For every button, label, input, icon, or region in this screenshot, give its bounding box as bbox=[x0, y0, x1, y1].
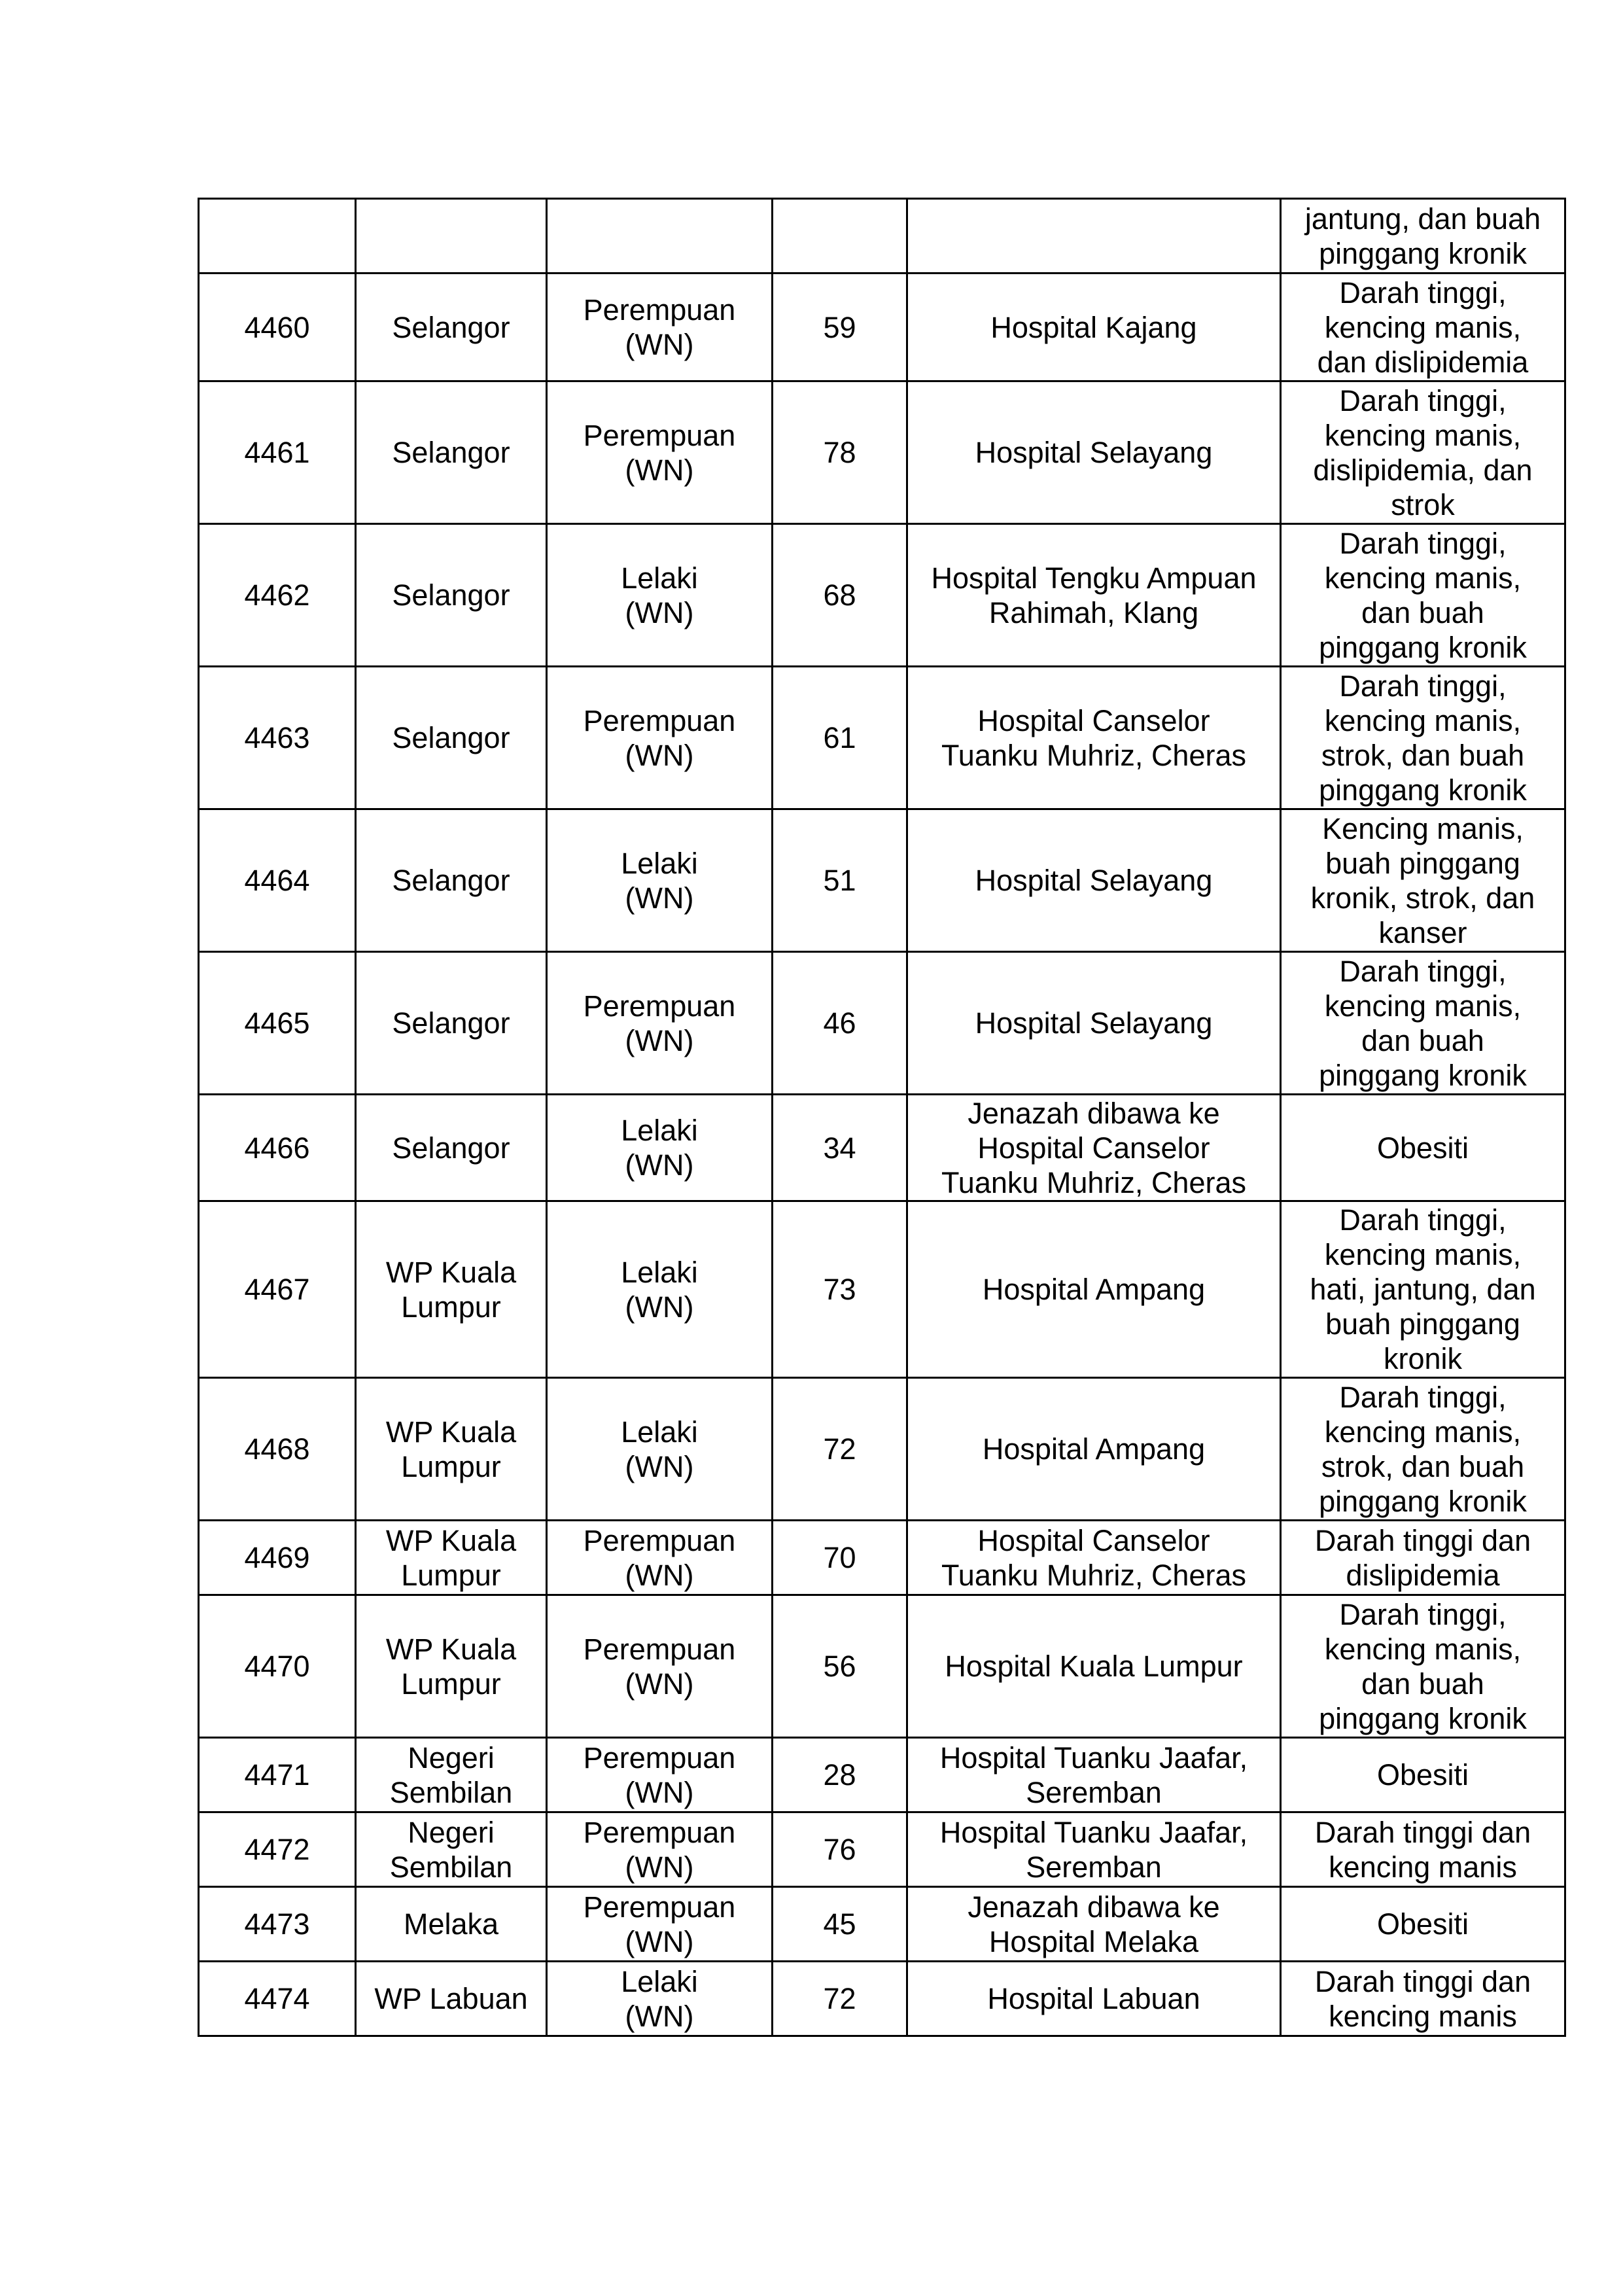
conditions-cell bbox=[1281, 1521, 1565, 1595]
conditions-cell-line: Darah tinggi, bbox=[1339, 526, 1507, 560]
state-cell bbox=[356, 1812, 547, 1887]
age-cell bbox=[773, 1812, 907, 1887]
conditions-cell-line: hati, jantung, dan bbox=[1310, 1273, 1536, 1306]
conditions-cell bbox=[1281, 524, 1565, 667]
state-cell bbox=[356, 1738, 547, 1812]
age-cell-text: 70 bbox=[823, 1541, 856, 1574]
conditions-cell-line: kanser bbox=[1378, 915, 1467, 949]
hospital-cell bbox=[907, 1521, 1281, 1595]
conditions-cell-line: Darah tinggi, bbox=[1339, 383, 1507, 417]
conditions-cell-line: kencing manis, bbox=[1324, 703, 1522, 737]
gender-cell-line: Lelaki bbox=[621, 561, 698, 595]
state-cell-line: Sembilan bbox=[389, 1850, 513, 1884]
hospital-cell bbox=[907, 809, 1281, 952]
hospital-cell bbox=[907, 1962, 1281, 2036]
conditions-cell bbox=[1281, 1378, 1565, 1521]
conditions-cell-line: dan buah bbox=[1361, 1667, 1484, 1701]
conditions-cell-line: kencing manis, bbox=[1324, 561, 1522, 595]
gender-cell-line: Perempuan bbox=[583, 1890, 736, 1924]
age-cell bbox=[773, 809, 907, 952]
conditions-cell-line: Obesiti bbox=[1376, 1131, 1469, 1165]
case-number-cell-text: 4466 bbox=[244, 1131, 310, 1165]
hospital-cell-line: Jenazah dibawa ke bbox=[968, 1096, 1220, 1130]
conditions-cell-line: pinggang kronik bbox=[1319, 773, 1527, 807]
state-cell-line: Negeri bbox=[408, 1815, 495, 1849]
state-cell-line: Selangor bbox=[392, 1006, 510, 1040]
state-cell-line: Selangor bbox=[392, 436, 510, 469]
gender-cell-line: (WN) bbox=[625, 1999, 694, 2033]
age-cell-text: 68 bbox=[823, 578, 856, 612]
hospital-cell bbox=[907, 381, 1281, 524]
state-cell bbox=[356, 1887, 547, 1962]
hospital-cell-line: Hospital Melaka bbox=[988, 1924, 1199, 1958]
table-row bbox=[199, 1201, 1565, 1378]
age-cell-text: 59 bbox=[823, 310, 856, 344]
age-cell bbox=[773, 952, 907, 1095]
table-row bbox=[199, 1962, 1565, 2036]
conditions-cell-line: kencing manis bbox=[1329, 1999, 1517, 2033]
hospital-cell-line: Rahimah, Klang bbox=[988, 595, 1199, 629]
state-cell bbox=[356, 381, 547, 524]
gender-cell bbox=[547, 1887, 773, 1962]
table-row bbox=[199, 1812, 1565, 1887]
gender-cell-line: (WN) bbox=[625, 595, 694, 629]
state-cell-line: WP Kuala bbox=[385, 1255, 517, 1289]
age-cell bbox=[773, 667, 907, 809]
gender-cell-line: Perempuan bbox=[583, 1632, 736, 1666]
hospital-cell bbox=[907, 1812, 1281, 1887]
conditions-cell-line: kencing manis, bbox=[1324, 1632, 1522, 1666]
conditions-cell-line: buah pinggang bbox=[1325, 1307, 1520, 1341]
conditions-cell bbox=[1281, 1812, 1565, 1887]
conditions-cell-line: dan dislipidemia bbox=[1317, 345, 1529, 379]
hospital-cell bbox=[907, 1201, 1281, 1378]
gender-cell-line: (WN) bbox=[625, 1850, 694, 1884]
gender-cell-line: Perempuan bbox=[583, 1815, 736, 1849]
gender-cell bbox=[547, 381, 773, 524]
conditions-cell-line: kencing manis, bbox=[1324, 1238, 1522, 1271]
gender-cell-line: Perempuan bbox=[583, 293, 736, 327]
conditions-cell-line: pinggang kronik bbox=[1319, 630, 1527, 664]
hospital-cell-line: Hospital Tuanku Jaafar, bbox=[939, 1740, 1248, 1775]
hospital-cell-line: Hospital Kuala Lumpur bbox=[945, 1650, 1243, 1683]
table-row bbox=[199, 1595, 1565, 1738]
table-row bbox=[199, 1095, 1565, 1201]
hospital-cell-line: Tuanku Muhriz, Cheras bbox=[941, 1558, 1247, 1592]
age-cell bbox=[773, 1521, 907, 1595]
case-number-cell-text: 4465 bbox=[244, 1006, 310, 1040]
case-number-cell bbox=[199, 667, 356, 809]
hospital-cell-line: Hospital Ampang bbox=[982, 1432, 1206, 1466]
case-number-cell-text: 4463 bbox=[244, 721, 310, 754]
table-body bbox=[199, 199, 1565, 2036]
age-cell bbox=[773, 1738, 907, 1812]
state-cell-line: WP Kuala bbox=[385, 1415, 517, 1449]
state-cell-line: Selangor bbox=[392, 864, 510, 897]
age-cell-text: 56 bbox=[823, 1650, 856, 1683]
state-cell bbox=[356, 809, 547, 952]
state-cell-line: WP Labuan bbox=[374, 1982, 528, 2015]
conditions-cell bbox=[1281, 1201, 1565, 1378]
table-row bbox=[199, 381, 1565, 524]
state-cell-line: Lumpur bbox=[401, 1449, 501, 1483]
hospital-cell-line: Hospital Selayang bbox=[975, 864, 1213, 897]
conditions-cell-line: Darah tinggi dan bbox=[1314, 1964, 1531, 1998]
gender-cell-line: (WN) bbox=[625, 1023, 694, 1057]
conditions-cell-line: jantung, dan buah bbox=[1304, 202, 1541, 236]
case-number-cell bbox=[199, 1738, 356, 1812]
case-number-cell-text: 4473 bbox=[244, 1907, 310, 1941]
conditions-cell-line: strok, dan buah bbox=[1321, 1449, 1525, 1483]
hospital-cell-line: Seremban bbox=[1026, 1775, 1162, 1809]
gender-cell-line: (WN) bbox=[625, 1148, 694, 1182]
table-row bbox=[199, 274, 1565, 381]
case-number-cell bbox=[199, 1378, 356, 1521]
gender-cell bbox=[547, 1812, 773, 1887]
age-cell bbox=[773, 274, 907, 381]
age-cell-text: 76 bbox=[823, 1833, 856, 1866]
gender-cell bbox=[547, 1738, 773, 1812]
hospital-cell-line: Hospital Canselor bbox=[977, 703, 1210, 737]
case-number-cell bbox=[199, 1962, 356, 2036]
case-number-cell-text: 4460 bbox=[244, 310, 310, 344]
hospital-cell-line: Hospital Ampang bbox=[982, 1273, 1206, 1306]
case-number-cell-text: 4462 bbox=[244, 578, 310, 612]
gender-cell-line: (WN) bbox=[625, 738, 694, 772]
gender-cell-line: (WN) bbox=[625, 1775, 694, 1809]
age-cell bbox=[773, 1887, 907, 1962]
state-cell bbox=[356, 667, 547, 809]
conditions-cell-line: Darah tinggi, bbox=[1339, 1380, 1507, 1414]
hospital-cell-line: Hospital Selayang bbox=[975, 1006, 1213, 1040]
conditions-cell-line: dislipidemia, dan bbox=[1313, 453, 1533, 487]
state-cell bbox=[356, 1521, 547, 1595]
state-cell bbox=[356, 1095, 547, 1201]
state-cell-line: Selangor bbox=[392, 1131, 510, 1165]
conditions-cell-line: Kencing manis, bbox=[1322, 811, 1524, 845]
case-number-cell bbox=[199, 199, 356, 274]
gender-cell-line: Lelaki bbox=[621, 1415, 698, 1449]
gender-cell bbox=[547, 1595, 773, 1738]
state-cell bbox=[356, 1201, 547, 1378]
hospital-cell-line: Jenazah dibawa ke bbox=[968, 1890, 1220, 1924]
age-cell bbox=[773, 1378, 907, 1521]
hospital-cell-line: Hospital Kajang bbox=[990, 310, 1197, 344]
conditions-cell bbox=[1281, 952, 1565, 1095]
gender-cell-line: (WN) bbox=[625, 453, 694, 487]
gender-cell bbox=[547, 1378, 773, 1521]
conditions-cell bbox=[1281, 1595, 1565, 1738]
conditions-cell bbox=[1281, 274, 1565, 381]
death-cases-table bbox=[198, 198, 1566, 2037]
gender-cell-line: Lelaki bbox=[621, 1114, 698, 1147]
state-cell-line: Sembilan bbox=[389, 1775, 513, 1809]
case-number-cell-text: 4464 bbox=[244, 864, 310, 897]
gender-cell-line: Perempuan bbox=[583, 703, 736, 737]
conditions-cell-line: Darah tinggi dan bbox=[1314, 1523, 1531, 1557]
state-cell bbox=[356, 524, 547, 667]
conditions-cell bbox=[1281, 809, 1565, 952]
hospital-cell-line: Hospital Canselor bbox=[977, 1523, 1210, 1557]
case-number-cell bbox=[199, 1095, 356, 1201]
gender-cell bbox=[547, 1095, 773, 1201]
case-number-cell bbox=[199, 1521, 356, 1595]
case-number-cell bbox=[199, 524, 356, 667]
state-cell-line: Lumpur bbox=[401, 1667, 501, 1701]
conditions-cell-line: pinggang kronik bbox=[1319, 236, 1527, 270]
age-cell-text: 61 bbox=[823, 721, 856, 754]
state-cell bbox=[356, 199, 547, 274]
conditions-cell-line: Darah tinggi, bbox=[1339, 1203, 1507, 1237]
conditions-cell-line: kencing manis, bbox=[1324, 989, 1522, 1023]
case-number-cell-text: 4470 bbox=[244, 1650, 310, 1683]
state-cell bbox=[356, 952, 547, 1095]
table-row bbox=[199, 1738, 1565, 1812]
hospital-cell-line: Hospital Labuan bbox=[987, 1982, 1200, 2015]
conditions-cell bbox=[1281, 1962, 1565, 2036]
hospital-cell bbox=[907, 952, 1281, 1095]
hospital-cell bbox=[907, 1738, 1281, 1812]
state-cell-line: WP Kuala bbox=[385, 1632, 517, 1666]
case-number-cell bbox=[199, 809, 356, 952]
state-cell-line: Negeri bbox=[408, 1740, 495, 1775]
conditions-cell-line: dan buah bbox=[1361, 595, 1484, 629]
gender-cell bbox=[547, 524, 773, 667]
case-number-cell-text: 4474 bbox=[244, 1982, 310, 2015]
gender-cell-line: (WN) bbox=[625, 1667, 694, 1701]
conditions-cell-line: kronik bbox=[1383, 1342, 1463, 1375]
hospital-cell bbox=[907, 1887, 1281, 1962]
hospital-cell-line: Hospital Canselor bbox=[977, 1131, 1210, 1165]
conditions-cell bbox=[1281, 381, 1565, 524]
case-number-cell-text: 4469 bbox=[244, 1541, 310, 1574]
age-cell-text: 34 bbox=[823, 1131, 856, 1165]
age-cell bbox=[773, 199, 907, 274]
table-row bbox=[199, 952, 1565, 1095]
gender-cell bbox=[547, 199, 773, 274]
state-cell-line: Selangor bbox=[392, 310, 510, 344]
case-number-cell bbox=[199, 1201, 356, 1378]
conditions-cell-line: kencing manis bbox=[1329, 1850, 1517, 1884]
conditions-cell-line: Darah tinggi, bbox=[1339, 669, 1507, 703]
age-cell-text: 46 bbox=[823, 1006, 856, 1040]
table-row bbox=[199, 1378, 1565, 1521]
gender-cell bbox=[547, 952, 773, 1095]
gender-cell-line: Lelaki bbox=[621, 1255, 698, 1289]
state-cell-line: Lumpur bbox=[401, 1558, 501, 1592]
age-cell-text: 72 bbox=[823, 1982, 856, 2015]
conditions-cell-line: kencing manis, bbox=[1324, 1415, 1522, 1449]
table-row bbox=[199, 524, 1565, 667]
conditions-cell-line: Darah tinggi dan bbox=[1314, 1815, 1531, 1849]
age-cell bbox=[773, 1595, 907, 1738]
gender-cell-line: Perempuan bbox=[583, 1740, 736, 1775]
hospital-cell-line: Tuanku Muhriz, Cheras bbox=[941, 738, 1247, 772]
hospital-cell-line: Tuanku Muhriz, Cheras bbox=[941, 1165, 1247, 1199]
conditions-cell-line: pinggang kronik bbox=[1319, 1058, 1527, 1092]
gender-cell bbox=[547, 1962, 773, 2036]
gender-cell-line: (WN) bbox=[625, 881, 694, 915]
age-cell-text: 45 bbox=[823, 1907, 856, 1941]
state-cell bbox=[356, 1962, 547, 2036]
table-row bbox=[199, 809, 1565, 952]
hospital-cell-line: Seremban bbox=[1026, 1850, 1162, 1884]
case-number-cell-text: 4471 bbox=[244, 1758, 310, 1792]
gender-cell-line: (WN) bbox=[625, 1558, 694, 1592]
conditions-cell-line: kronik, strok, dan bbox=[1310, 881, 1535, 915]
gender-cell bbox=[547, 809, 773, 952]
conditions-cell-line: Darah tinggi, bbox=[1339, 1597, 1507, 1631]
conditions-cell-line: Darah tinggi, bbox=[1339, 275, 1507, 309]
gender-cell-line: (WN) bbox=[625, 328, 694, 361]
gender-cell-line: (WN) bbox=[625, 1449, 694, 1483]
age-cell bbox=[773, 1962, 907, 2036]
conditions-cell-line: Obesiti bbox=[1376, 1758, 1469, 1792]
conditions-cell-line: strok, dan buah bbox=[1321, 738, 1525, 772]
conditions-cell bbox=[1281, 1738, 1565, 1812]
table-row bbox=[199, 199, 1565, 274]
age-cell bbox=[773, 1201, 907, 1378]
gender-cell bbox=[547, 274, 773, 381]
table-row bbox=[199, 1887, 1565, 1962]
age-cell-text: 73 bbox=[823, 1273, 856, 1306]
case-number-cell-text: 4468 bbox=[244, 1432, 310, 1466]
conditions-cell-line: Darah tinggi, bbox=[1339, 954, 1507, 988]
gender-cell-line: Perempuan bbox=[583, 989, 736, 1023]
case-number-cell bbox=[199, 1595, 356, 1738]
gender-cell-line: Lelaki bbox=[621, 1964, 698, 1998]
gender-cell-line: (WN) bbox=[625, 1290, 694, 1324]
state-cell bbox=[356, 274, 547, 381]
hospital-cell bbox=[907, 199, 1281, 274]
conditions-cell bbox=[1281, 1095, 1565, 1201]
hospital-cell bbox=[907, 1095, 1281, 1201]
conditions-cell-line: kencing manis, bbox=[1324, 418, 1522, 452]
case-number-cell-text: 4472 bbox=[244, 1833, 310, 1866]
conditions-cell-line: strok bbox=[1391, 487, 1455, 521]
age-cell bbox=[773, 524, 907, 667]
conditions-cell-line: pinggang kronik bbox=[1319, 1701, 1527, 1735]
conditions-cell bbox=[1281, 199, 1565, 274]
hospital-cell bbox=[907, 1595, 1281, 1738]
gender-cell-line: Perempuan bbox=[583, 418, 736, 452]
hospital-cell bbox=[907, 524, 1281, 667]
table-row bbox=[199, 667, 1565, 809]
conditions-cell-line: buah pinggang bbox=[1325, 846, 1520, 880]
conditions-cell-line: Obesiti bbox=[1376, 1907, 1469, 1941]
age-cell-text: 78 bbox=[823, 436, 856, 469]
state-cell bbox=[356, 1378, 547, 1521]
state-cell-line: WP Kuala bbox=[385, 1523, 517, 1557]
gender-cell-line: Perempuan bbox=[583, 1523, 736, 1557]
state-cell-line: Melaka bbox=[403, 1907, 499, 1941]
case-number-cell-text: 4467 bbox=[244, 1273, 310, 1306]
table-row bbox=[199, 1521, 1565, 1595]
conditions-cell bbox=[1281, 1887, 1565, 1962]
hospital-cell-line: Hospital Tuanku Jaafar, bbox=[939, 1815, 1248, 1849]
age-cell bbox=[773, 1095, 907, 1201]
gender-cell bbox=[547, 667, 773, 809]
gender-cell-line: (WN) bbox=[625, 1924, 694, 1958]
conditions-cell-line: dan buah bbox=[1361, 1023, 1484, 1057]
hospital-cell bbox=[907, 667, 1281, 809]
gender-cell bbox=[547, 1521, 773, 1595]
case-number-cell bbox=[199, 274, 356, 381]
age-cell-text: 28 bbox=[823, 1758, 856, 1792]
case-number-cell-text: 4461 bbox=[244, 436, 310, 469]
state-cell-line: Selangor bbox=[392, 721, 510, 754]
age-cell-text: 51 bbox=[823, 864, 856, 897]
case-number-cell bbox=[199, 1812, 356, 1887]
state-cell-line: Selangor bbox=[392, 578, 510, 612]
gender-cell bbox=[547, 1201, 773, 1378]
gender-cell-line: Lelaki bbox=[621, 846, 698, 880]
state-cell bbox=[356, 1595, 547, 1738]
case-number-cell bbox=[199, 381, 356, 524]
hospital-cell bbox=[907, 274, 1281, 381]
hospital-cell bbox=[907, 1378, 1281, 1521]
conditions-cell bbox=[1281, 667, 1565, 809]
conditions-cell-line: pinggang kronik bbox=[1319, 1484, 1527, 1518]
age-cell-text: 72 bbox=[823, 1432, 856, 1466]
conditions-cell-line: kencing manis, bbox=[1324, 310, 1522, 344]
hospital-cell-line: Hospital Tengku Ampuan bbox=[931, 561, 1257, 595]
case-number-cell bbox=[199, 1887, 356, 1962]
case-number-cell bbox=[199, 952, 356, 1095]
hospital-cell-line: Hospital Selayang bbox=[975, 436, 1213, 469]
conditions-cell-line: dislipidemia bbox=[1346, 1558, 1500, 1592]
state-cell-line: Lumpur bbox=[401, 1290, 501, 1324]
age-cell bbox=[773, 381, 907, 524]
